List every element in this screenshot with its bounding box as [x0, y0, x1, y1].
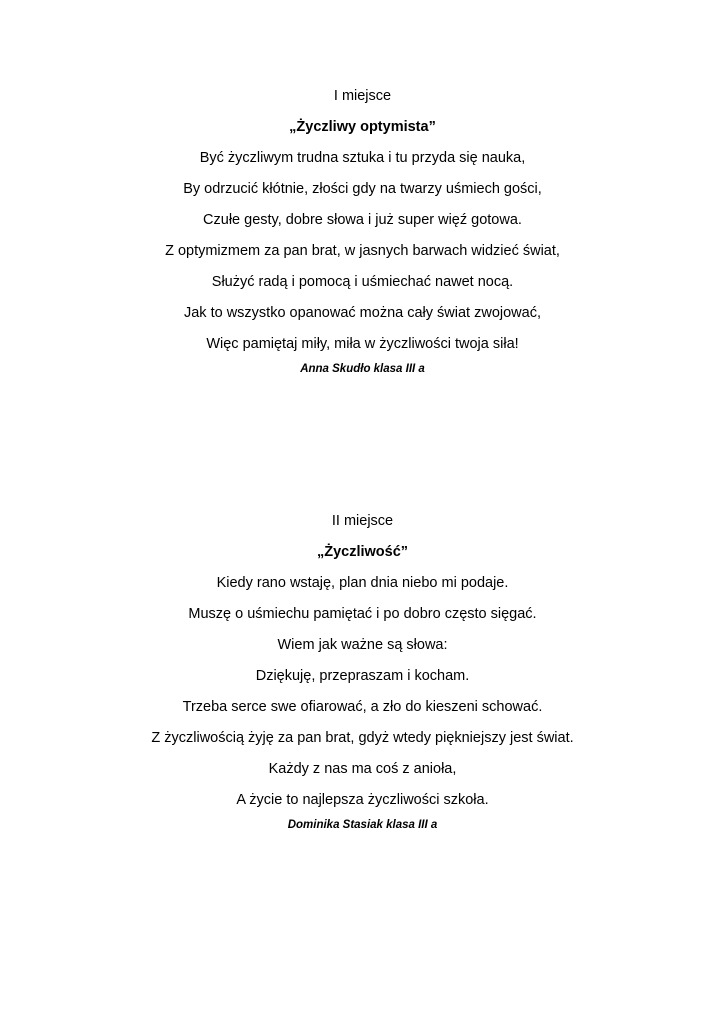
poem-line: Muszę o uśmiechu pamiętać i po dobro często sięgać. — [188, 606, 537, 622]
poem-title: „Życzliwość” — [316, 544, 409, 560]
poem-line: Dziękuję, przepraszam i kocham. — [255, 668, 470, 684]
poem-line: Kiedy rano wstaję, plan dnia niebo mi podaje. — [216, 575, 509, 591]
poem-line: Czułe gesty, dobre słowa i już super więź gotowa. — [203, 212, 522, 228]
poem-author: Dominika Stasiak klasa III a — [287, 819, 438, 831]
poem-line: Każdy z nas ma coś z anioła, — [268, 761, 457, 777]
poem-line: Wiem jak ważne są słowa: — [277, 637, 448, 653]
poem-line: Być życzliwym trudna sztuka i tu przyda się nauka, — [199, 150, 526, 166]
poem-line: Więc pamiętaj miły, miła w życzliwości twoja siła! — [206, 336, 519, 352]
poem-line: Z optymizmem za pan brat, w jasnych barwach widzieć świat, — [165, 243, 560, 259]
place-heading: II miejsce — [331, 513, 394, 529]
poem-line: Trzeba serce swe ofiarować, a zło do kieszeni schować. — [182, 699, 543, 715]
poem-title: „Życzliwy optymista” — [289, 119, 436, 135]
poem-line: Jak to wszystko opanować można cały świat zwojować, — [183, 305, 541, 321]
poem-line: A życie to najlepsza życzliwości szkoła. — [236, 792, 489, 808]
poem-line: Z życzliwością żyję za pan brat, gdyż wtedy piękniejszy jest świat. — [151, 730, 574, 746]
place-heading: I miejsce — [333, 88, 392, 104]
poem-author: Anna Skudło klasa III a — [300, 363, 425, 375]
poem-second-place — [0, 509, 725, 835]
poem-line: By odrzucić kłótnie, złości gdy na twarzy uśmiech gości, — [183, 181, 542, 197]
poem-line: Służyć radą i pomocą i uśmiechać nawet nocą. — [211, 274, 514, 290]
poem-first-place — [0, 84, 725, 379]
